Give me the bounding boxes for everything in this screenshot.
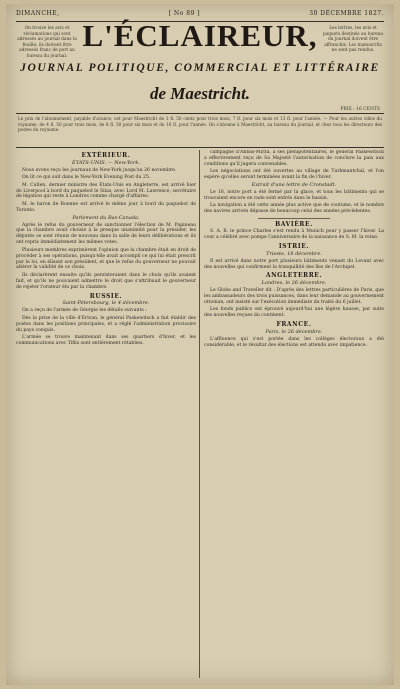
- paragraph: Dès la prise de la ville d'Erivan, le général Paskewitsch a fait établir des postes dans les positions principales, et a réglé l'administration provisoire du pays conquis.: [16, 315, 196, 333]
- paragraph: M. Cullen, dernier ministre des États-Unis en Angleterre, est arrivé hier de Liverpool à bord du paquebot le Silas, avec Lord M. Lawrence, secrétaire de légation qui reste à Londres comme chargé d'affaires.: [16, 182, 196, 200]
- paragraph: Le Globe and Traveller dit : D'après des lettres particulières de Paris, que les ambassadeurs des trois puissances, dans leur demande au gouvernement ottoman, ont insisté sur l'exécution immédiate du traité du 6 juillet.: [204, 288, 384, 306]
- column-divider: [199, 150, 200, 678]
- masthead-subtitle: JOURNAL POLITIQUE, COMMERCIAL ET LITTÉRAIRE: [20, 62, 380, 74]
- paragraph: La navigation a été cette année plus active que de coutume, et le nombre des navires arrivés dépasse de beaucoup celui des années précédentes.: [204, 203, 384, 215]
- paragraph: campagne d'Abbas-Mirza, à ses plénipotentiaires, le général Paskewitsch a effectivement reçu de Sa Majesté l'autorisation de conclure la paix aux conditions qu'il jugera convenables.: [204, 150, 384, 167]
- subheading: Paris, le 26 décembre.: [265, 329, 323, 336]
- masthead-city: de Maestricht.: [149, 84, 251, 103]
- section-heading: ANGLETERRE.: [265, 272, 323, 280]
- header-date: 30 DÉCEMBRE 1827.: [309, 10, 384, 17]
- paragraph: Il est arrivé dans notre port plusieurs bâtiments venant du Levant avec des nouvelles qui confirment la tranquillité des îles de l'Archipel.: [204, 258, 384, 270]
- subheading: Parlement du Bas-Canada.: [72, 214, 140, 221]
- paragraph: Après le refus du gouverneur de sanctionner l'élection de M. Papineau que la chambre avait choisie à la presque unanimité pour la présider, les députés se sont réunis de nouveau dans la salle de leurs délibérations et ils ont repris immédiatement les mêmes votes.: [16, 222, 196, 246]
- section-heading: FRANCE.: [276, 321, 312, 329]
- paragraph: Les négociations ont été ouvertes au village de Turkmantchaï, et l'on espère qu'elles seront terminées avant la fin de l'hiver.: [204, 169, 384, 181]
- paragraph: Plusieurs membres exprimèrent l'opinion que la chambre était en droit de procéder à ses opérations, puisqu'elle avait accompli ce qui lui était prescrit par la loi, en élisant son président, et que le refus du gouverneur ne pouvait altérer la validité de ce choix.: [16, 247, 196, 271]
- section-heading: ISTRIE.: [278, 242, 310, 250]
- paragraph: M. le baron de Roenne est arrivé le même jour à bord du paquebot de Toronto.: [16, 201, 196, 213]
- masthead-title: L'ÉCLAIREUR,: [82, 18, 318, 53]
- paragraph: L'armée se trouve maintenant dans ses quartiers d'hiver, et les communications avec Tiflis sont entièrement rétablies.: [16, 334, 196, 346]
- paragraph: Ils déclarèrent ensuite qu'ils persisteraient dans le choix qu'ils avaient fait, et qu'ils ne pouvaient admettre le droit que s'attribuait le gouverneur de rejeter l'orateur élu par la chambre.: [16, 272, 196, 290]
- left-column: [16, 150, 196, 680]
- paragraph: Le 16, notre port a été fermé par la glace, et tous les bâtiments qui se trouvaient encore en rade sont entrés dans le bassin.: [204, 189, 384, 201]
- paragraph: On lit ce qui suit dans le New-York Evening Post du 25.: [22, 175, 151, 181]
- paragraph: S. A. R. le prince Charles s'est rendu à Munich pour y passer l'hiver. La cour a célébré avec pompe l'anniversaire de la naissance de S. M. la reine.: [204, 228, 384, 240]
- right-column: [204, 150, 384, 680]
- ear-right: Les lettres, les avis et paquets destinés au bureau du journal doivent être affranchis. Les manuscrits ne sont pas rendus.: [322, 26, 384, 54]
- paragraph: L'affluence qui s'est portée dans les colléges électoraux a été considérable, et le résultat des élections est attendu avec impatience.: [204, 337, 384, 348]
- body-rule: [16, 147, 384, 148]
- subscription-info: Le prix de l'abonnement, payable d'avance, est pour Maestricht de 3 fl. 50 cents pour trois mois, 7 fl. pour six mois et 13 fl. pour l'année. — Pour les autres villes du royaume, de 4 fl. 50 pour trois mois, de 8 fl. 50 pour six mois et de 16 fl. pour l'année. On s'abonne à Maestricht, au bureau du journal, et chez tous les directeurs des postes du royaume.: [18, 116, 382, 132]
- price-note: PRIX : 16 CENTS: [340, 107, 380, 112]
- section-heading: BAVIÈRE.: [275, 221, 313, 229]
- paragraph: Les fonds publics ont éprouvé aujourd'hui une légère hausse, par suite des nouvelles reçues du continent.: [204, 307, 384, 319]
- header-day: DIMANCHE,: [16, 10, 60, 17]
- subheading: Trieste, 18 décembre.: [266, 250, 322, 257]
- section-heading: RUSSIE.: [89, 292, 123, 300]
- section-heading: EXTÉRIEUR.: [81, 152, 131, 159]
- subheading: Extrait d'une lettre de Cronstadt.: [251, 182, 337, 189]
- masthead-rule: [16, 113, 384, 114]
- header-issue: [ No 89 ]: [168, 10, 201, 17]
- paragraph: On a reçu de l'armée de Géorgie les détails suivants :: [22, 308, 147, 314]
- subheading: ÉTATS-UNIS. — New-York.: [72, 159, 140, 166]
- newspaper-page: [6, 4, 394, 685]
- ear-left: On trouve les avis et réclamations qui sont adressés au journal dans la feuille; ils doivent être adressés franc de port au bureau du journal.: [17, 26, 77, 59]
- subheading: Londres, le 26 décembre.: [261, 280, 327, 287]
- subheading: Saint-Pétersbourg, le 4 décembre.: [62, 300, 150, 307]
- paragraph: Nous avons reçu les journaux de New-York jusqu'au 26 novembre.: [22, 167, 177, 173]
- separator: [258, 218, 330, 219]
